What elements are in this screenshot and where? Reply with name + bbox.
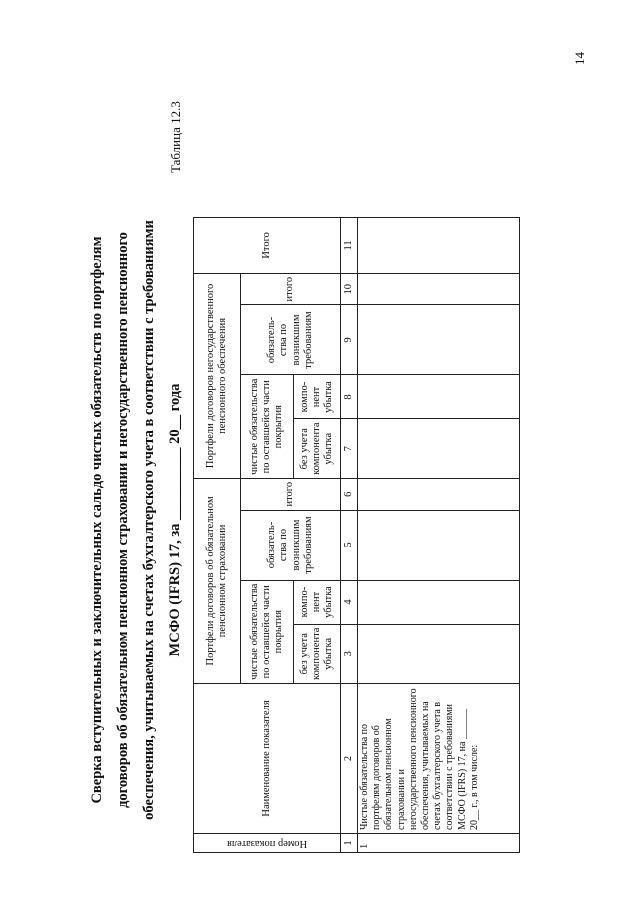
row-number-cell: 1 (358, 833, 520, 852)
header-ops-subtotal: итого (241, 478, 341, 510)
column-number: 9 (341, 305, 358, 375)
column-number: 11 (341, 217, 358, 273)
header-npo-subtotal: итого (241, 273, 341, 305)
header-npo-incurred-claims: обязатель-ства по возникшим требованиям (241, 305, 341, 375)
column-number: 6 (341, 478, 358, 510)
value-cell[interactable] (358, 624, 520, 683)
header-row-number: Номер показателя (194, 833, 341, 852)
column-number: 7 (341, 419, 358, 478)
value-cell[interactable] (358, 580, 520, 624)
header-ops-loss-component: компо-нент убытка (294, 580, 341, 624)
value-cell[interactable] (358, 478, 520, 510)
value-cell[interactable] (358, 305, 520, 375)
value-cell[interactable] (358, 375, 520, 419)
table-row (358, 217, 520, 852)
table-label: Таблица 12.3 (168, 101, 183, 173)
column-number: 4 (341, 580, 358, 624)
header-npo-loss-component: компо-нент убытка (294, 375, 341, 419)
column-number: 5 (341, 510, 358, 580)
header-npo-net-remaining: чистые обязательства по оставшейся части покрытия (241, 375, 294, 478)
value-cell[interactable] (358, 217, 520, 273)
reconciliation-table (193, 217, 520, 853)
header-ops-without-loss: без учета компонента убытка (294, 624, 341, 683)
column-number: 10 (341, 273, 358, 305)
value-cell[interactable] (358, 273, 520, 305)
header-npo-group: Портфели договоров негосударственного пенсионного обеспечения (194, 273, 241, 478)
value-cell[interactable] (358, 419, 520, 478)
column-number: 1 (341, 833, 358, 852)
page-number: 14 (572, 52, 587, 65)
header-ops-group: Портфели договоров об обязательном пенсионном страховании (194, 478, 241, 683)
row-name-cell: Чистые обязательства по портфелям договоров об обязательном пенсионном страховании и негосударственного пенсионного обеспечения, учитываемых на счетах бухгалтерского учета в соответствии с требованиями МСФО (IFRS) 17, на ______ 20__ г., в том числе: (358, 683, 520, 833)
column-number: 2 (341, 683, 358, 833)
value-cell[interactable] (358, 510, 520, 580)
header-ops-net-remaining: чистые обязательства по оставшейся части покрытия (241, 580, 294, 683)
column-number-row (341, 217, 358, 852)
header-indicator-name: Наименование показателя (194, 683, 341, 833)
header-npo-without-loss: без учета компонента убытка (294, 419, 341, 478)
column-number: 3 (341, 624, 358, 683)
column-number: 8 (341, 375, 358, 419)
header-total: Итого (194, 217, 341, 273)
document-title: Сверка вступительных и заключительных сальдо чистых обязательств по портфелям договоров об обязательном пенсионном страховании и негосударственного пенсионного обеспечения, учитываемых на счетах бухгалтерского учета в соответствии с требованиями МСФО (IFRS) 17, за __________ 20__ года (89, 220, 183, 820)
header-ops-incurred-claims: обязатель-ства по возникшим требованиям (241, 510, 341, 580)
